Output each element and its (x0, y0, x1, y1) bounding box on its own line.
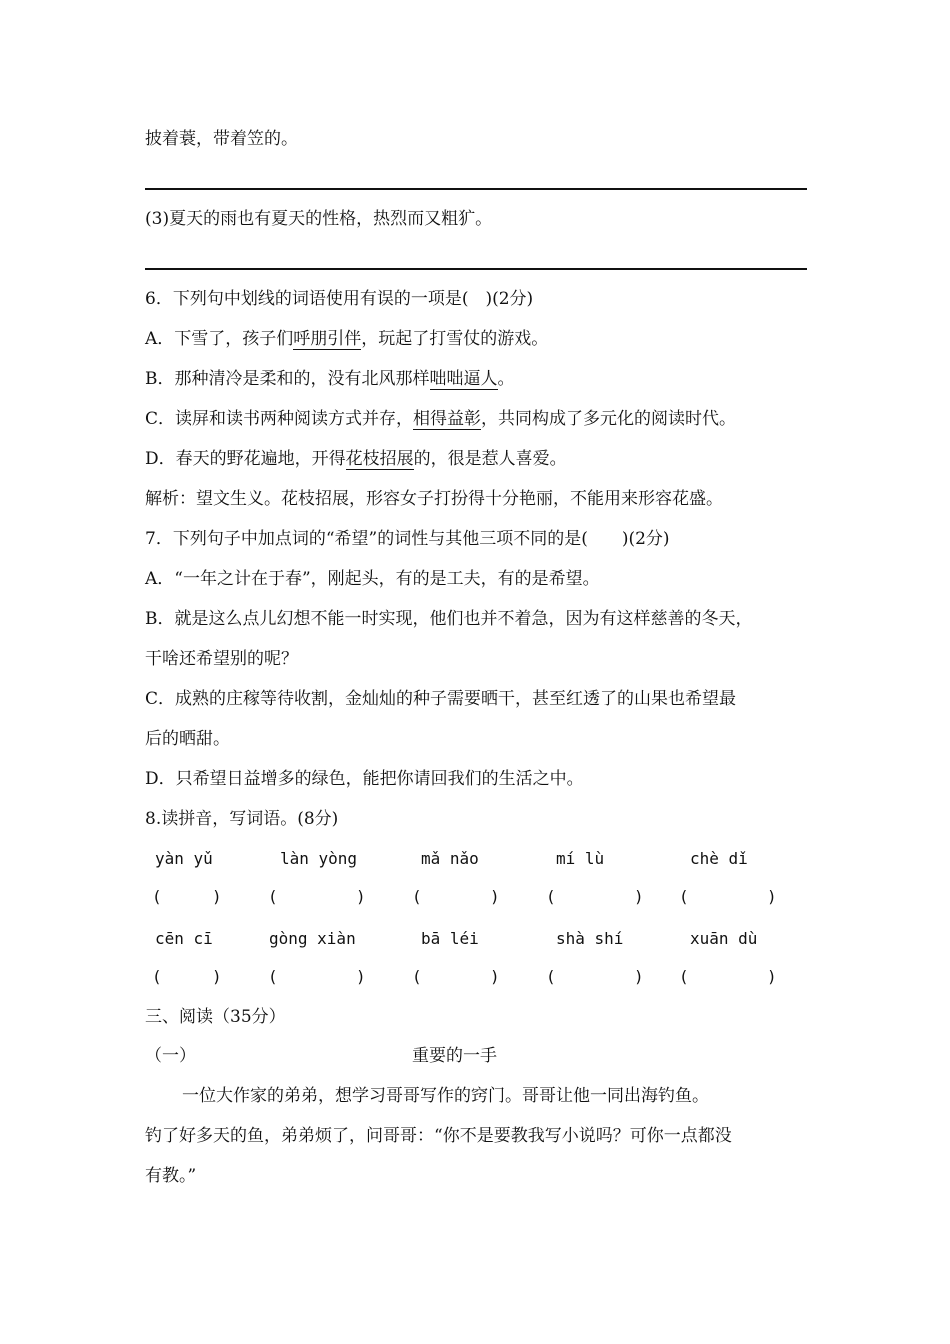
bracket-close: ) (634, 967, 644, 986)
passage-label: （一） (145, 1046, 196, 1066)
bracket-close: ) (767, 967, 777, 986)
underlined-word-a: 呼朋引伴 (293, 329, 362, 349)
question-7-stem: 7．下列句子中加点词的“希望”的词性与其他三项不同的是( )(2分) (145, 529, 670, 549)
passage-title: 重要的一手 (412, 1046, 497, 1066)
question-7-option-d: D．只希望日益增多的绿色，能把你请回我们的生活之中。 (145, 769, 584, 789)
option-c-prefix: C．读屏和读书两种阅读方式并存， (145, 409, 414, 429)
question-7-option-c-line2: 后的晒甜。 (145, 729, 230, 749)
bracket-open: ( (412, 967, 422, 986)
option-c-suffix: ，共同构成了多元化的阅读时代。 (481, 409, 737, 429)
question-7-option-b-line1: B．就是这么点儿幻想不能一时实现，他们也并不着急，因为有这样慈善的冬天， (145, 609, 753, 629)
section-3-heading: 三、阅读（35分） (145, 1007, 286, 1027)
bracket-close: ) (767, 887, 777, 906)
bracket-close: ) (356, 887, 366, 906)
pinyin-2: làn yòng (280, 849, 358, 868)
bracket-open: ( (679, 887, 689, 906)
question-7-option-c-line1: C．成熟的庄稼等待收割，金灿灿的种子需要晒干，甚至红透了的山果也希望最 (145, 689, 737, 709)
pinyin-3: mǎ nǎo (421, 849, 479, 868)
pinyin-5: chè dǐ (690, 849, 748, 868)
question-7-option-a: A．“一年之计在于春”，刚起头，有的是工夫，有的是希望。 (145, 569, 600, 589)
bracket-open: ( (412, 887, 422, 906)
bracket-open: ( (546, 887, 556, 906)
option-b-suffix: 。 (497, 369, 515, 389)
question-6-stem: 6．下列句中划线的词语使用有误的一项是( )(2分) (145, 289, 534, 309)
question-5-3: (3)夏天的雨也有夏天的性格，热烈而又粗犷。 (145, 209, 493, 229)
option-d-prefix: D．春天的野花遍地，开得 (145, 449, 346, 469)
bracket-open: ( (268, 967, 278, 986)
underlined-word-b: 咄咄逼人 (429, 369, 498, 389)
pinyin-9: shà shí (556, 929, 624, 948)
question-7-option-b-line2: 干啥还希望别的呢？ (145, 649, 298, 669)
answer-line-2 (145, 268, 807, 270)
continuation-text: 披着蓑，带着笠的。 (145, 129, 298, 149)
question-6-option-a (145, 327, 548, 351)
pinyin-7: gòng xiàn (269, 929, 356, 948)
bracket-close: ) (490, 967, 500, 986)
question-6-analysis: 解析：望文生义。花枝招展，形容女子打扮得十分艳丽，不能用来形容花盛。 (145, 489, 723, 509)
option-b-prefix: B．那种清冷是柔和的，没有北风那样 (145, 369, 430, 389)
passage-paragraph-1: 一位大作家的弟弟，想学习哥哥写作的窍门。哥哥让他一同出海钓鱼。 (182, 1086, 709, 1106)
bracket-close: ) (356, 967, 366, 986)
pinyin-1: yàn yǔ (155, 849, 213, 868)
question-6-option-b (145, 367, 515, 391)
bracket-close: ) (490, 887, 500, 906)
pinyin-8: bā léi (421, 929, 479, 948)
pinyin-10: xuān dù (690, 929, 758, 948)
bracket-close: ) (634, 887, 644, 906)
bracket-open: ( (679, 967, 689, 986)
passage-paragraph-2: 钓了好多天的鱼，弟弟烦了，问哥哥：“你不是要教我写小说吗？可你一点都没 (145, 1126, 732, 1146)
question-8-stem: 8.读拼音，写词语。(8分) (145, 809, 339, 829)
option-a-prefix: A．下雪了，孩子们 (145, 329, 294, 349)
bracket-open: ( (152, 887, 162, 906)
pinyin-6: cēn cī (155, 929, 213, 948)
underlined-word-c: 相得益彰 (413, 409, 482, 429)
passage-paragraph-3: 有教。” (145, 1166, 197, 1186)
option-d-suffix: 的，很是惹人喜爱。 (413, 449, 567, 469)
bracket-open: ( (152, 967, 162, 986)
bracket-close: ) (212, 967, 222, 986)
bracket-open: ( (546, 967, 556, 986)
answer-line-1 (145, 188, 807, 190)
underlined-word-d: 花枝招展 (345, 449, 414, 469)
question-6-option-c (145, 407, 736, 431)
question-6-option-d (145, 447, 567, 471)
pinyin-4: mí lù (556, 849, 605, 868)
bracket-close: ) (212, 887, 222, 906)
bracket-open: ( (268, 887, 278, 906)
option-a-suffix: ，玩起了打雪仗的游戏。 (361, 329, 549, 349)
